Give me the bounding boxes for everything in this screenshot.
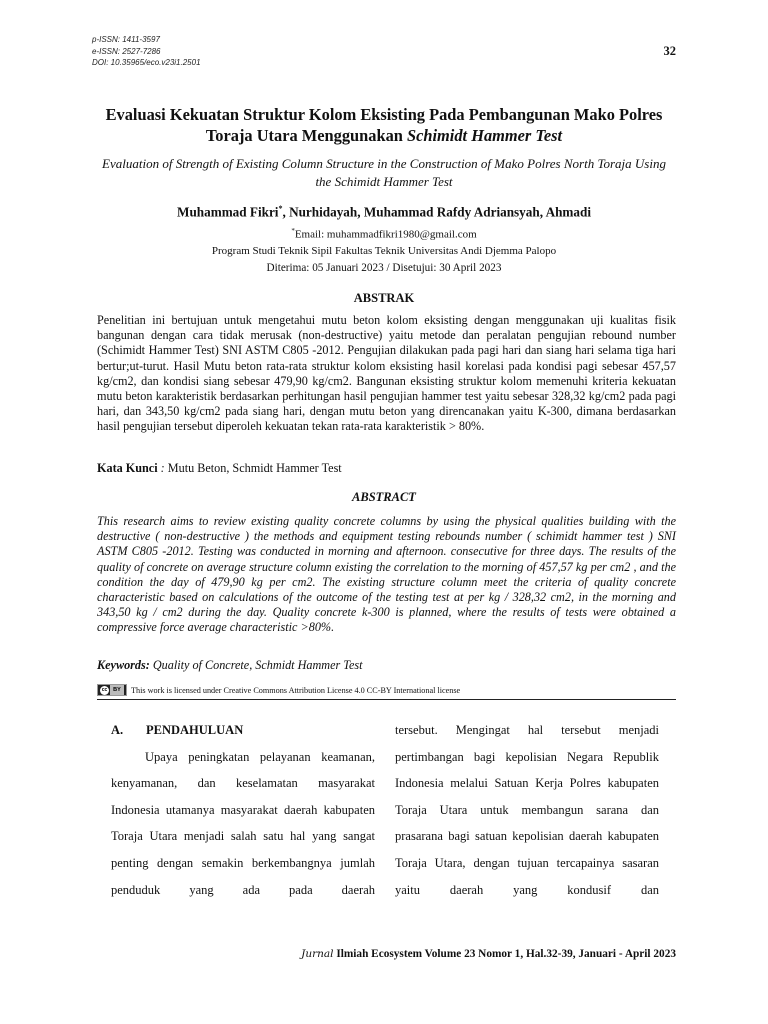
other-authors: , Nurhidayah, Muhammad Rafdy Adriansyah, Ahmadi — [282, 204, 591, 220]
corresponding-mark: * — [278, 204, 283, 213]
column-right — [395, 717, 659, 903]
eissn: e-ISSN: 2527-7286 — [92, 46, 161, 56]
keywords — [97, 658, 363, 673]
submission-dates: Diterima: 05 Januari 2023 / Disetujui: 30 April 2023 — [266, 262, 502, 274]
journal-citation: Ilmiah Ecosystem Volume 23 Nomor 1, Hal.32-39, Januari - April 2023 — [333, 948, 676, 960]
license-bar — [97, 681, 676, 700]
title-main: Evaluasi Kekuatan Struktur Kolom Eksisting Pada Pembangunan Mako Polres Toraja Utara Menggunakan — [105, 105, 663, 145]
intro-paragraph-left: Upaya peningkatan pelayanan keamanan, kenyamanan, dan keselamatan masyarakat Indonesia utamanya masyarakat daerah kabupaten Toraja Utara menjadi salah satu hal yang sangat penting dengan semakin berkembangnya jumlah penduduk yang ada pada daerah — [111, 749, 375, 897]
section-number: A. — [111, 723, 124, 737]
doi: DOI: 10.35965/eco.v23i1.2501 — [92, 58, 201, 67]
keywords-label: Keywords: — [97, 658, 150, 672]
abstract-body: This research aims to review existing quality concrete columns by using the physical qualities building with the destructive ( non-destructive ) the methods and equipment testing rebounds number ( schimidt hammer test ) SNI ASTM C805 -2012. Testing was conducted in morning and afternoon. consecutive for three days. The results of the quality of concrete on average structure column existing the correlation to the morning of 457,57 kg per cm2 , and the condition the day of 479,90 kg per cm2. The existing structure column meet the criteria of quality concrete characteristic based on calculations of the outcome of the testing test at per kg / 328,32 cm2, in the morning and 343,50 kg / cm2 during the day. Quality concrete k-300 is planned, where the results of tests were obtained a compressive force average characteristic >80%. — [97, 514, 676, 635]
author-list — [96, 204, 672, 220]
cc-by-badge-icon — [97, 685, 127, 696]
author-email: Email: muhammadfikri1980@gmail.com — [294, 228, 477, 241]
title-italic: Schimidt Hammer Test — [406, 126, 563, 145]
journal-footer — [301, 948, 676, 960]
column-left — [111, 717, 375, 903]
license-text: This work is licensed under Creative Commons Attribution License 4.0 CC-BY International license — [131, 685, 461, 695]
pissn: p-ISSN: 1411-3597 — [92, 35, 160, 44]
intro-paragraph-right: tersebut. Mengingat hal tersebut menjadi pertimbangan bagi kepolisian Negara Republik Indonesia melalui Satuan Kerja Polres kabupaten Toraja Utara untuk membangun sarana dan prasarana bagi satuan kepolisian daerah kabupaten Toraja Utara, dengan tujuan tercapainya sasaran yaitu daerah yang kondusif dan — [395, 723, 659, 897]
kata-kunci-text: Mutu Beton, Schmidt Hammer Test — [167, 461, 342, 475]
abstract-heading: ABSTRACT — [352, 490, 416, 504]
kata-kunci-sep: : — [157, 461, 168, 475]
page-number: 32 — [663, 44, 676, 58]
paper-title — [96, 104, 672, 146]
by-badge-label: BY — [110, 685, 124, 695]
kata-kunci-label: Kata Kunci — [97, 461, 158, 475]
kata-kunci — [97, 461, 342, 476]
journal-word: Jurnal — [301, 948, 334, 960]
abstrak-heading: ABSTRAK — [353, 291, 415, 305]
section-title: PENDAHULUAN — [146, 723, 244, 737]
abstrak-body: Penelitian ini bertujuan untuk mengetahui mutu beton kolom eksisting dengan menggunakan uji kualitas fisik bangunan dengan cara tidak merusak (non-destructive) yaitu metode dan peralatan pengujian rebound number (Schimidt Hammer Test) SNI ASTM C805 -2012. Pengujian dilakukan pada pagi hari dan siang hari selama tiga hari bertur;ut-turut. Hasil Mutu beton rata-rata struktur kolom eksisting hasil korelasi pada kondisi pagi sebesar 457,57 kg/cm2, dan kondisi siang sebesar 479,90 kg/cm2. Bangunan eksisting struktur kolom memenuhi kriteria kekuatan mutu beton karakteristik berdasarkan perhitungan hasil pengujian hammer test yaitu sebesar 328,32 kg/cm2 pada pagi hari, dan 343,50 kg/cm2 pada siang hari, dengan mutu beton yang direncanakan yaitu K-300, dimana berdasarkan hasil pengujian tersebut diperoleh kekuatan tekan rata-rata karakteristik > 80%. — [97, 313, 676, 434]
affiliation — [96, 223, 672, 259]
journal-metadata — [92, 34, 201, 69]
first-author: Muhammad Fikri — [177, 204, 279, 220]
keywords-text: Quality of Concrete, Schmidt Hammer Test — [152, 658, 363, 672]
cc-badge-label: cc — [101, 687, 108, 693]
paper-subtitle: Evaluation of Strength of Existing Column Structure in the Construction of Mako Polres North Toraja Using the Schimidt Hammer Test — [102, 156, 666, 189]
email-mark: * — [291, 227, 295, 235]
section-heading — [111, 717, 375, 744]
program-affiliation: Program Studi Teknik Sipil Fakultas Teknik Universitas Andi Djemma Palopo — [211, 244, 557, 257]
